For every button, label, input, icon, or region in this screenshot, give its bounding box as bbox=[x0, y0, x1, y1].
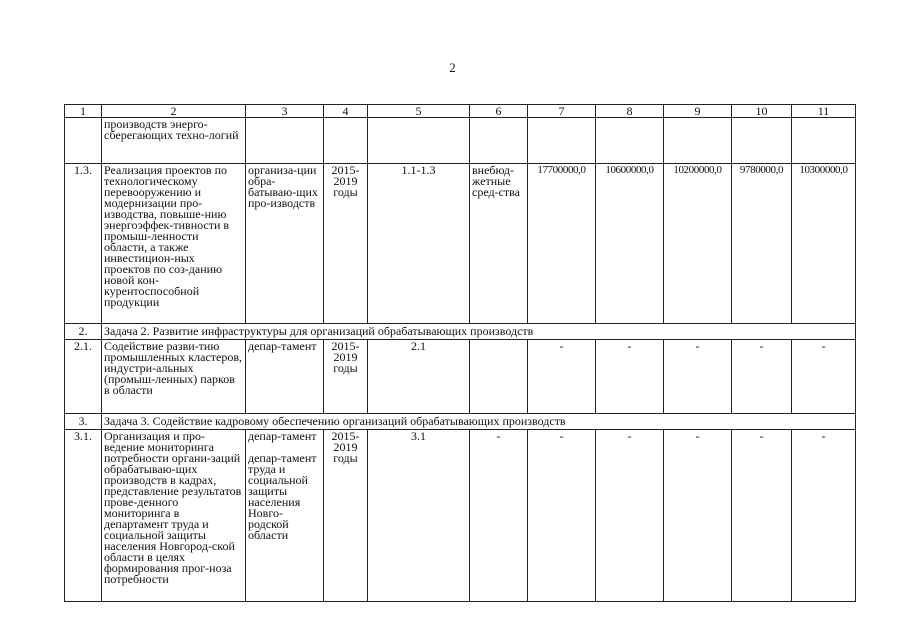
value-cell: - bbox=[528, 340, 596, 414]
column-header: 10 bbox=[732, 105, 792, 118]
value-cell: - bbox=[732, 430, 792, 602]
page-number: 2 bbox=[449, 60, 456, 75]
executor: организа-ции обра-батываю-щих про-изводств bbox=[246, 164, 324, 324]
column-header: 9 bbox=[664, 105, 732, 118]
period: 2015-2019 годы bbox=[324, 340, 368, 414]
period bbox=[324, 118, 368, 164]
value-cell: - bbox=[596, 430, 664, 602]
row-number: 2. bbox=[65, 324, 102, 340]
funding-source: внебюд-жетные сред-ства bbox=[470, 164, 528, 324]
value-cell: - bbox=[664, 340, 732, 414]
period: 2015-2019 годы bbox=[324, 164, 368, 324]
value-cell: - bbox=[732, 340, 792, 414]
value-cell: 10200000,0 bbox=[664, 164, 732, 324]
executor-secondary: депар-тамент труда и социальной защиты населения Новго-родской области bbox=[248, 451, 317, 542]
table-row bbox=[65, 340, 856, 414]
column-number-header-row bbox=[65, 105, 856, 118]
row-number: 2.1. bbox=[65, 340, 102, 414]
value-cell: 10600000,0 bbox=[596, 164, 664, 324]
value-cell: - bbox=[792, 430, 856, 602]
row-number: 3.1. bbox=[65, 430, 102, 602]
column-header: 1 bbox=[65, 105, 102, 118]
table-row bbox=[65, 118, 856, 164]
value-cell: - bbox=[596, 340, 664, 414]
value-cell bbox=[732, 118, 792, 164]
activity-title: Содействие разви-тию промышленных кластеров, индустри-альных (промыш-ленных) парков в области bbox=[102, 340, 246, 414]
value-cell: - bbox=[792, 340, 856, 414]
value-cell bbox=[792, 118, 856, 164]
column-header: 4 bbox=[324, 105, 368, 118]
value-cell: 10300000,0 bbox=[792, 164, 856, 324]
row-number: 1.3. bbox=[65, 164, 102, 324]
indicator: 2.1 bbox=[368, 340, 470, 414]
value-cell bbox=[528, 118, 596, 164]
task-title: Задача 2. Развитие инфраструктуры для организаций обрабатывающих производств bbox=[102, 324, 856, 340]
program-table bbox=[64, 104, 856, 602]
value-cell: 17700000,0 bbox=[528, 164, 596, 324]
funding-source: - bbox=[470, 430, 528, 602]
row-number: 3. bbox=[65, 414, 102, 430]
funding-source bbox=[470, 118, 528, 164]
value-cell bbox=[596, 118, 664, 164]
indicator: 3.1 bbox=[368, 430, 470, 602]
task-row bbox=[65, 324, 856, 340]
table-row bbox=[65, 430, 856, 602]
task-row bbox=[65, 414, 856, 430]
indicator bbox=[368, 118, 470, 164]
executor: депар-тамент bbox=[246, 340, 324, 414]
executor bbox=[246, 118, 324, 164]
activity-title: Реализация проектов по технологическому перевооружению и модернизации про-изводства, повыше-нию энергоэффек-тивности в промыш-ленности области, а также инвестицион-ных проектов по соз-данию новой кон-курентоспособной продукции bbox=[102, 164, 246, 324]
column-header: 2 bbox=[102, 105, 246, 118]
period: 2015-2019 годы bbox=[324, 430, 368, 602]
value-cell bbox=[664, 118, 732, 164]
activity-title: Организация и про-ведение мониторинга потребности органи-заций обрабатываю-щих производств в кадрах, представление результатов прове-денного мониторинга в департамент труда и социальной защиты населения Новгород-ской области в целях формирования прог-ноза потребности bbox=[102, 430, 246, 602]
executor-cell bbox=[246, 430, 324, 602]
column-header: 3 bbox=[246, 105, 324, 118]
column-header: 7 bbox=[528, 105, 596, 118]
column-header: 5 bbox=[368, 105, 470, 118]
activity-title: производств энерго-сберегающих техно-логий bbox=[102, 118, 246, 164]
table-row bbox=[65, 164, 856, 324]
funding-source bbox=[470, 340, 528, 414]
value-cell: - bbox=[528, 430, 596, 602]
column-header: 8 bbox=[596, 105, 664, 118]
value-cell: - bbox=[664, 430, 732, 602]
row-number bbox=[65, 118, 102, 164]
executor: депар-тамент bbox=[248, 429, 317, 443]
column-header: 6 bbox=[470, 105, 528, 118]
column-header: 11 bbox=[792, 105, 856, 118]
value-cell: 9780000,0 bbox=[732, 164, 792, 324]
task-title: Задача 3. Содействие кадровому обеспечению организаций обрабатывающих производств bbox=[102, 414, 856, 430]
indicator: 1.1-1.3 bbox=[368, 164, 470, 324]
